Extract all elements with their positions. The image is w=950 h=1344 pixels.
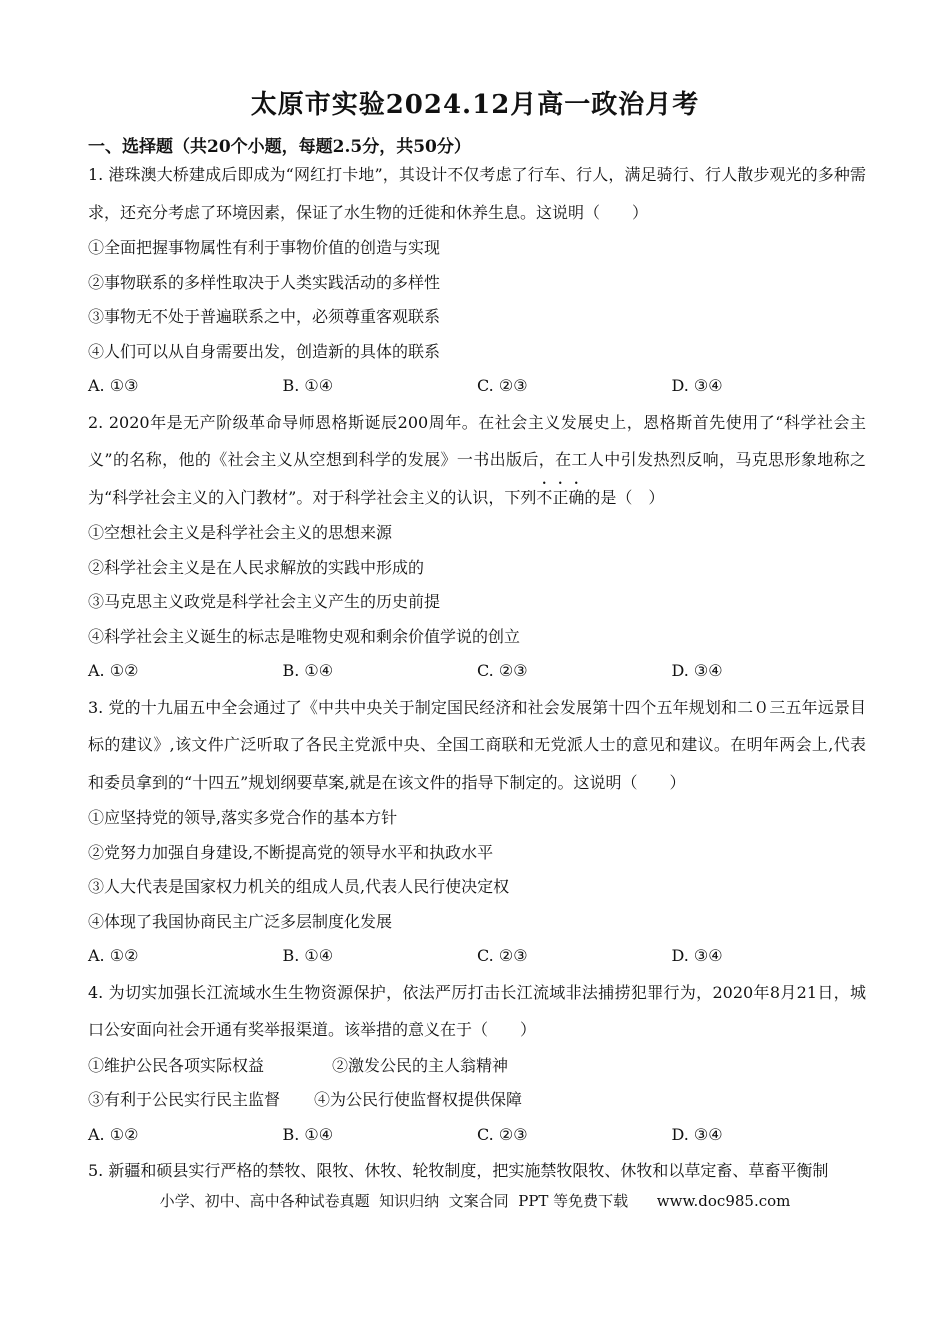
- section-heading: 一、选择题（共20个小题，每题2.5分，共50分）: [88, 137, 471, 157]
- question-1-option-2: ②事物联系的多样性取决于人类实践活动的多样性: [88, 272, 441, 292]
- choice-b: B. ①④: [282, 376, 334, 395]
- choice-b: B. ①④: [282, 661, 334, 680]
- question-2-option-4: ④科学社会主义诞生的标志是唯物史观和剩余价值学说的创立: [88, 626, 521, 646]
- choice-a: A. ①③: [88, 376, 139, 395]
- question-1-option-4: ④人们可以从自身需要出发，创造新的具体的联系: [88, 341, 441, 361]
- question-list: [88, 156, 866, 1190]
- question-1-choices: [88, 369, 866, 404]
- question-4-options-row-2: [88, 1083, 866, 1118]
- question-3-option-2: ②党努力加强自身建设,不断提高党的领导水平和执政水平: [88, 842, 494, 862]
- question-5-stem: 5. 新疆和硕县实行严格的禁牧、限牧、休牧、轮牧制度，把实施禁牧限牧、休牧和以草定畜、草畜平衡制: [88, 1161, 829, 1180]
- question-4-stem: 4. 为切实加强长江流域水生生物资源保护，依法严厉打击长江流域非法捕捞犯罪行为，2020年8月21日，城口公安面向社会开通有奖举报渠道。该举措的意义在于（ ）: [88, 982, 866, 1039]
- question-3-option-1: ①应坚持党的领导,落实多党合作的基本方针: [88, 808, 398, 827]
- question-1-option-1: ①全面把握事物属性有利于事物价值的创造与实现: [88, 238, 441, 257]
- question-2-stem: [88, 404, 866, 517]
- page-title: 太原市实验2024.12月高一政治月考: [250, 90, 700, 120]
- question-3-option-3: ③人大代表是国家权力机关的组成人员,代表人民行使决定权: [88, 877, 510, 896]
- choice-c: C. ②③: [477, 376, 528, 395]
- choice-a: A. ①②: [88, 1124, 139, 1144]
- page-footer: 小学、初中、高中各种试卷真题 知识归纳 文案合同 PPT 等免费下载 www.doc985.com: [159, 1192, 791, 1210]
- question-4-option-3: ③有利于公民实行民主监督: [88, 1090, 281, 1109]
- question-2-stem-text: 2. 2020年是无产阶级革命导师恩格斯诞辰200周年。在社会主义发展史上，恩格斯首先使用了“科学社会主义”的名称，他的《社会主义从空想到科学的发展》一书出版后，在工人中引发热烈反响，马克思形象地称之为“科学社会主义的入门教材”。对于科学社会主义的认识，下列: [88, 412, 866, 507]
- choice-d: D. ③④: [671, 1124, 723, 1144]
- question-4-options-row-1: [88, 1049, 866, 1084]
- question-2-option-1: ①空想社会主义是科学社会主义的思想来源: [88, 523, 393, 542]
- choice-b: B. ①④: [282, 946, 334, 965]
- question-2-option-2: ②科学社会主义是在人民求解放的实践中形成的: [88, 557, 425, 577]
- question-2-emphasis: 不正确: [536, 487, 585, 507]
- question-3-option-4: ④体现了我国协商民主广泛多层制度化发展: [88, 911, 393, 931]
- question-1-option-3: ③事物无不处于普遍联系之中，必须尊重客观联系: [88, 307, 441, 326]
- choice-a: A. ①②: [88, 946, 139, 965]
- choice-c: C. ②③: [477, 1124, 528, 1144]
- question-3-stem: 3. 党的十九届五中全会通过了《中共中央关于制定国民经济和社会发展第十四个五年规划和二０三五年远景目标的建议》,该文件广泛听取了各民主党派中央、全国工商联和无党派人士的意见和建议。在明年两会上,代表和委员拿到的“十四五”规划纲要草案,就是在该文件的指导下制定的。这说明（ ）: [88, 697, 866, 792]
- choice-a: A. ①②: [88, 661, 139, 680]
- choice-c: C. ②③: [477, 946, 528, 965]
- question-2-option-3: ③马克思主义政党是科学社会主义产生的历史前提: [88, 592, 441, 611]
- question-1-stem: 1. 港珠澳大桥建成后即成为“网红打卡地”，其设计不仅考虑了行车、行人，满足骑行、行人散步观光的多种需求，还充分考虑了环境因素，保证了水生物的迁徙和休养生息。这说明（ ）: [88, 165, 866, 222]
- question-2-choices: [88, 654, 866, 689]
- question-4-option-1: ①维护公民各项实际权益: [88, 1055, 265, 1075]
- question-4-choices: [88, 1118, 866, 1153]
- choice-b: B. ①④: [282, 1124, 334, 1144]
- question-3-choices: [88, 939, 866, 974]
- question-2-stem-tail: 的是（ ）: [584, 487, 665, 507]
- choice-d: D. ③④: [671, 661, 723, 680]
- choice-c: C. ②③: [477, 661, 528, 680]
- choice-d: D. ③④: [671, 946, 723, 965]
- choice-d: D. ③④: [671, 376, 723, 395]
- question-4-option-4: ④为公民行使监督权提供保障: [314, 1090, 523, 1109]
- question-4-option-2: ②激发公民的主人翁精神: [332, 1055, 509, 1075]
